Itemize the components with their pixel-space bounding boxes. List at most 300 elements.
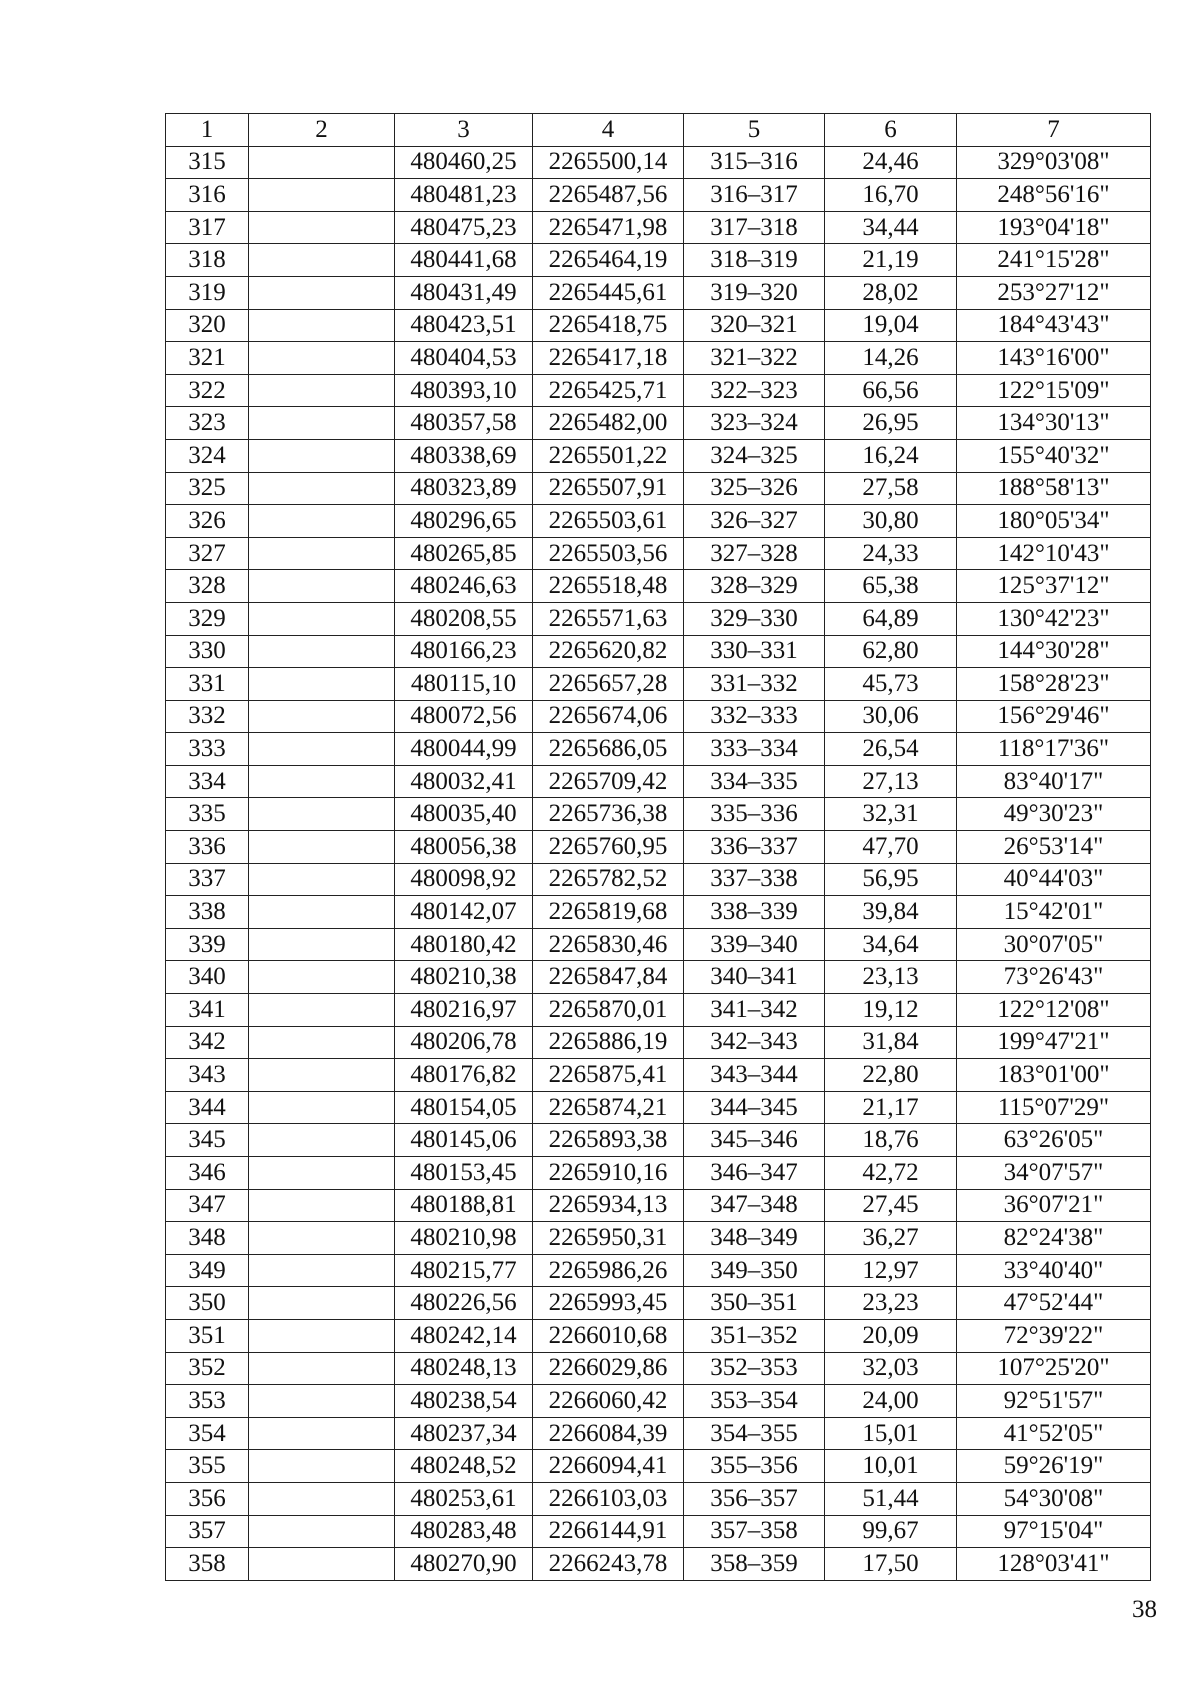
segment-cell: 338–339 — [684, 896, 825, 929]
segment-cell: 333–334 — [684, 733, 825, 766]
x-coordinate-cell: 480431,49 — [395, 276, 533, 309]
col2-cell — [249, 765, 395, 798]
point-number-cell: 333 — [166, 733, 249, 766]
y-coordinate-cell: 2265657,28 — [533, 668, 684, 701]
distance-cell: 28,02 — [825, 276, 957, 309]
segment-cell: 344–345 — [684, 1091, 825, 1124]
table-row — [166, 309, 1151, 342]
x-coordinate-cell: 480404,53 — [395, 342, 533, 375]
col2-cell — [249, 179, 395, 212]
bearing-cell: 47°52'44" — [957, 1287, 1151, 1320]
x-coordinate-cell: 480180,42 — [395, 928, 533, 961]
bearing-cell: 63°26'05" — [957, 1124, 1151, 1157]
y-coordinate-cell: 2265418,75 — [533, 309, 684, 342]
segment-cell: 354–355 — [684, 1417, 825, 1450]
point-number-cell: 345 — [166, 1124, 249, 1157]
y-coordinate-cell: 2265503,61 — [533, 505, 684, 538]
bearing-cell: 155°40'32" — [957, 439, 1151, 472]
segment-cell: 320–321 — [684, 309, 825, 342]
y-coordinate-cell: 2265487,56 — [533, 179, 684, 212]
bearing-cell: 107°25'20" — [957, 1352, 1151, 1385]
col2-cell — [249, 635, 395, 668]
point-number-cell: 330 — [166, 635, 249, 668]
segment-cell: 340–341 — [684, 961, 825, 994]
bearing-cell: 54°30'08" — [957, 1482, 1151, 1515]
point-number-cell: 357 — [166, 1515, 249, 1548]
y-coordinate-cell: 2265571,63 — [533, 602, 684, 635]
bearing-cell: 193°04'18" — [957, 211, 1151, 244]
distance-cell: 19,04 — [825, 309, 957, 342]
header-col-7: 7 — [957, 114, 1151, 147]
table-row — [166, 1352, 1151, 1385]
table-row — [166, 1319, 1151, 1352]
distance-cell: 17,50 — [825, 1548, 957, 1581]
x-coordinate-cell: 480153,45 — [395, 1157, 533, 1190]
point-number-cell: 337 — [166, 863, 249, 896]
bearing-cell: 156°29'46" — [957, 700, 1151, 733]
segment-cell: 346–347 — [684, 1157, 825, 1190]
bearing-cell: 142°10'43" — [957, 537, 1151, 570]
distance-cell: 36,27 — [825, 1222, 957, 1255]
distance-cell: 51,44 — [825, 1482, 957, 1515]
table-row — [166, 1254, 1151, 1287]
y-coordinate-cell: 2265425,71 — [533, 374, 684, 407]
x-coordinate-cell: 480115,10 — [395, 668, 533, 701]
y-coordinate-cell: 2265417,18 — [533, 342, 684, 375]
bearing-cell: 184°43'43" — [957, 309, 1151, 342]
table-row — [166, 928, 1151, 961]
point-number-cell: 324 — [166, 439, 249, 472]
y-coordinate-cell: 2265819,68 — [533, 896, 684, 929]
bearing-cell: 115°07'29" — [957, 1091, 1151, 1124]
col2-cell — [249, 668, 395, 701]
col2-cell — [249, 700, 395, 733]
table-row — [166, 472, 1151, 505]
segment-cell: 319–320 — [684, 276, 825, 309]
table-row — [166, 1157, 1151, 1190]
x-coordinate-cell: 480270,90 — [395, 1548, 533, 1581]
distance-cell: 16,24 — [825, 439, 957, 472]
col2-cell — [249, 570, 395, 603]
col2-cell — [249, 1189, 395, 1222]
col2-cell — [249, 1482, 395, 1515]
segment-cell: 356–357 — [684, 1482, 825, 1515]
point-number-cell: 329 — [166, 602, 249, 635]
table-row — [166, 1385, 1151, 1418]
x-coordinate-cell: 480215,77 — [395, 1254, 533, 1287]
col2-cell — [249, 1254, 395, 1287]
table-row — [166, 798, 1151, 831]
bearing-cell: 15°42'01" — [957, 896, 1151, 929]
bearing-cell: 83°40'17" — [957, 765, 1151, 798]
bearing-cell: 125°37'12" — [957, 570, 1151, 603]
y-coordinate-cell: 2265830,46 — [533, 928, 684, 961]
table-row — [166, 1124, 1151, 1157]
segment-cell: 322–323 — [684, 374, 825, 407]
col2-cell — [249, 472, 395, 505]
y-coordinate-cell: 2266084,39 — [533, 1417, 684, 1450]
table-row — [166, 244, 1151, 277]
distance-cell: 23,23 — [825, 1287, 957, 1320]
distance-cell: 21,17 — [825, 1091, 957, 1124]
col2-cell — [249, 1287, 395, 1320]
y-coordinate-cell: 2265875,41 — [533, 1059, 684, 1092]
segment-cell: 318–319 — [684, 244, 825, 277]
point-number-cell: 340 — [166, 961, 249, 994]
x-coordinate-cell: 480176,82 — [395, 1059, 533, 1092]
y-coordinate-cell: 2265950,31 — [533, 1222, 684, 1255]
distance-cell: 23,13 — [825, 961, 957, 994]
y-coordinate-cell: 2265993,45 — [533, 1287, 684, 1320]
x-coordinate-cell: 480226,56 — [395, 1287, 533, 1320]
distance-cell: 42,72 — [825, 1157, 957, 1190]
point-number-cell: 332 — [166, 700, 249, 733]
col2-cell — [249, 1157, 395, 1190]
table-row — [166, 505, 1151, 538]
table-row — [166, 1091, 1151, 1124]
bearing-cell: 33°40'40" — [957, 1254, 1151, 1287]
table-row — [166, 1059, 1151, 1092]
y-coordinate-cell: 2266103,03 — [533, 1482, 684, 1515]
point-number-cell: 346 — [166, 1157, 249, 1190]
table-row — [166, 1189, 1151, 1222]
col2-cell — [249, 863, 395, 896]
point-number-cell: 326 — [166, 505, 249, 538]
segment-cell: 349–350 — [684, 1254, 825, 1287]
bearing-cell: 73°26'43" — [957, 961, 1151, 994]
y-coordinate-cell: 2265503,56 — [533, 537, 684, 570]
point-number-cell: 348 — [166, 1222, 249, 1255]
table-row — [166, 537, 1151, 570]
table-row — [166, 374, 1151, 407]
bearing-cell: 41°52'05" — [957, 1417, 1151, 1450]
segment-cell: 352–353 — [684, 1352, 825, 1385]
distance-cell: 34,44 — [825, 211, 957, 244]
distance-cell: 27,13 — [825, 765, 957, 798]
segment-cell: 342–343 — [684, 1026, 825, 1059]
table-row — [166, 407, 1151, 440]
bearing-cell: 199°47'21" — [957, 1026, 1151, 1059]
distance-cell: 47,70 — [825, 831, 957, 864]
bearing-cell: 59°26'19" — [957, 1450, 1151, 1483]
x-coordinate-cell: 480056,38 — [395, 831, 533, 864]
point-number-cell: 356 — [166, 1482, 249, 1515]
header-col-2: 2 — [249, 114, 395, 147]
distance-cell: 45,73 — [825, 668, 957, 701]
y-coordinate-cell: 2265464,19 — [533, 244, 684, 277]
col2-cell — [249, 342, 395, 375]
segment-cell: 317–318 — [684, 211, 825, 244]
bearing-cell: 180°05'34" — [957, 505, 1151, 538]
point-number-cell: 334 — [166, 765, 249, 798]
x-coordinate-cell: 480248,13 — [395, 1352, 533, 1385]
segment-cell: 337–338 — [684, 863, 825, 896]
distance-cell: 39,84 — [825, 896, 957, 929]
point-number-cell: 339 — [166, 928, 249, 961]
segment-cell: 331–332 — [684, 668, 825, 701]
point-number-cell: 343 — [166, 1059, 249, 1092]
table-row — [166, 146, 1151, 179]
distance-cell: 27,45 — [825, 1189, 957, 1222]
distance-cell: 19,12 — [825, 994, 957, 1027]
col2-cell — [249, 1319, 395, 1352]
segment-cell: 335–336 — [684, 798, 825, 831]
bearing-cell: 34°07'57" — [957, 1157, 1151, 1190]
point-number-cell: 336 — [166, 831, 249, 864]
col2-cell — [249, 211, 395, 244]
point-number-cell: 328 — [166, 570, 249, 603]
point-number-cell: 350 — [166, 1287, 249, 1320]
y-coordinate-cell: 2265934,13 — [533, 1189, 684, 1222]
bearing-cell: 49°30'23" — [957, 798, 1151, 831]
coordinates-table-container — [165, 113, 1150, 1581]
point-number-cell: 353 — [166, 1385, 249, 1418]
distance-cell: 65,38 — [825, 570, 957, 603]
x-coordinate-cell: 480098,92 — [395, 863, 533, 896]
y-coordinate-cell: 2265507,91 — [533, 472, 684, 505]
col2-cell — [249, 1026, 395, 1059]
x-coordinate-cell: 480166,23 — [395, 635, 533, 668]
col2-cell — [249, 994, 395, 1027]
y-coordinate-cell: 2265986,26 — [533, 1254, 684, 1287]
col2-cell — [249, 1417, 395, 1450]
bearing-cell: 329°03'08" — [957, 146, 1151, 179]
point-number-cell: 338 — [166, 896, 249, 929]
y-coordinate-cell: 2265910,16 — [533, 1157, 684, 1190]
distance-cell: 31,84 — [825, 1026, 957, 1059]
table-row — [166, 342, 1151, 375]
y-coordinate-cell: 2265674,06 — [533, 700, 684, 733]
segment-cell: 328–329 — [684, 570, 825, 603]
point-number-cell: 352 — [166, 1352, 249, 1385]
distance-cell: 24,33 — [825, 537, 957, 570]
bearing-cell: 188°58'13" — [957, 472, 1151, 505]
bearing-cell: 36°07'21" — [957, 1189, 1151, 1222]
x-coordinate-cell: 480357,58 — [395, 407, 533, 440]
col2-cell — [249, 1548, 395, 1581]
col2-cell — [249, 1059, 395, 1092]
segment-cell: 332–333 — [684, 700, 825, 733]
col2-cell — [249, 1385, 395, 1418]
point-number-cell: 355 — [166, 1450, 249, 1483]
x-coordinate-cell: 480253,61 — [395, 1482, 533, 1515]
x-coordinate-cell: 480242,14 — [395, 1319, 533, 1352]
distance-cell: 14,26 — [825, 342, 957, 375]
table-row — [166, 276, 1151, 309]
distance-cell: 22,80 — [825, 1059, 957, 1092]
point-number-cell: 323 — [166, 407, 249, 440]
segment-cell: 336–337 — [684, 831, 825, 864]
y-coordinate-cell: 2266144,91 — [533, 1515, 684, 1548]
x-coordinate-cell: 480248,52 — [395, 1450, 533, 1483]
table-body — [166, 146, 1151, 1580]
x-coordinate-cell: 480035,40 — [395, 798, 533, 831]
distance-cell: 18,76 — [825, 1124, 957, 1157]
segment-cell: 358–359 — [684, 1548, 825, 1581]
table-row — [166, 179, 1151, 212]
point-number-cell: 335 — [166, 798, 249, 831]
segment-cell: 334–335 — [684, 765, 825, 798]
y-coordinate-cell: 2265620,82 — [533, 635, 684, 668]
point-number-cell: 342 — [166, 1026, 249, 1059]
distance-cell: 99,67 — [825, 1515, 957, 1548]
x-coordinate-cell: 480323,89 — [395, 472, 533, 505]
distance-cell: 34,64 — [825, 928, 957, 961]
segment-cell: 323–324 — [684, 407, 825, 440]
x-coordinate-cell: 480460,25 — [395, 146, 533, 179]
bearing-cell: 30°07'05" — [957, 928, 1151, 961]
segment-cell: 315–316 — [684, 146, 825, 179]
x-coordinate-cell: 480145,06 — [395, 1124, 533, 1157]
table-row — [166, 570, 1151, 603]
table-row — [166, 602, 1151, 635]
x-coordinate-cell: 480246,63 — [395, 570, 533, 603]
segment-cell: 324–325 — [684, 439, 825, 472]
table-row — [166, 994, 1151, 1027]
table-row — [166, 700, 1151, 733]
col2-cell — [249, 276, 395, 309]
table-row — [166, 896, 1151, 929]
segment-cell: 353–354 — [684, 1385, 825, 1418]
col2-cell — [249, 602, 395, 635]
header-col-4: 4 — [533, 114, 684, 147]
table-header-row — [166, 114, 1151, 147]
table-row — [166, 668, 1151, 701]
col2-cell — [249, 146, 395, 179]
col2-cell — [249, 831, 395, 864]
col2-cell — [249, 1124, 395, 1157]
point-number-cell: 351 — [166, 1319, 249, 1352]
col2-cell — [249, 407, 395, 440]
x-coordinate-cell: 480154,05 — [395, 1091, 533, 1124]
col2-cell — [249, 733, 395, 766]
distance-cell: 30,06 — [825, 700, 957, 733]
table-row — [166, 733, 1151, 766]
y-coordinate-cell: 2265482,00 — [533, 407, 684, 440]
y-coordinate-cell: 2265893,38 — [533, 1124, 684, 1157]
segment-cell: 355–356 — [684, 1450, 825, 1483]
segment-cell: 350–351 — [684, 1287, 825, 1320]
y-coordinate-cell: 2265686,05 — [533, 733, 684, 766]
table-row — [166, 1026, 1151, 1059]
distance-cell: 15,01 — [825, 1417, 957, 1450]
distance-cell: 21,19 — [825, 244, 957, 277]
x-coordinate-cell: 480210,38 — [395, 961, 533, 994]
point-number-cell: 321 — [166, 342, 249, 375]
segment-cell: 339–340 — [684, 928, 825, 961]
bearing-cell: 97°15'04" — [957, 1515, 1151, 1548]
segment-cell: 351–352 — [684, 1319, 825, 1352]
y-coordinate-cell: 2265445,61 — [533, 276, 684, 309]
table-row — [166, 1548, 1151, 1581]
point-number-cell: 325 — [166, 472, 249, 505]
x-coordinate-cell: 480142,07 — [395, 896, 533, 929]
point-number-cell: 320 — [166, 309, 249, 342]
y-coordinate-cell: 2265500,14 — [533, 146, 684, 179]
distance-cell: 20,09 — [825, 1319, 957, 1352]
distance-cell: 10,01 — [825, 1450, 957, 1483]
segment-cell: 330–331 — [684, 635, 825, 668]
bearing-cell: 130°42'23" — [957, 602, 1151, 635]
table-row — [166, 765, 1151, 798]
y-coordinate-cell: 2266094,41 — [533, 1450, 684, 1483]
distance-cell: 64,89 — [825, 602, 957, 635]
point-number-cell: 347 — [166, 1189, 249, 1222]
table-row — [166, 439, 1151, 472]
page-number: 38 — [1132, 1596, 1157, 1623]
table-row — [166, 1287, 1151, 1320]
bearing-cell: 134°30'13" — [957, 407, 1151, 440]
coordinates-table — [165, 113, 1151, 1581]
col2-cell — [249, 928, 395, 961]
x-coordinate-cell: 480481,23 — [395, 179, 533, 212]
segment-cell: 347–348 — [684, 1189, 825, 1222]
header-col-1: 1 — [166, 114, 249, 147]
y-coordinate-cell: 2265874,21 — [533, 1091, 684, 1124]
bearing-cell: 40°44'03" — [957, 863, 1151, 896]
distance-cell: 26,54 — [825, 733, 957, 766]
point-number-cell: 317 — [166, 211, 249, 244]
bearing-cell: 72°39'22" — [957, 1319, 1151, 1352]
distance-cell: 16,70 — [825, 179, 957, 212]
bearing-cell: 248°56'16" — [957, 179, 1151, 212]
col2-cell — [249, 798, 395, 831]
col2-cell — [249, 1515, 395, 1548]
col2-cell — [249, 505, 395, 538]
bearing-cell: 143°16'00" — [957, 342, 1151, 375]
segment-cell: 325–326 — [684, 472, 825, 505]
segment-cell: 329–330 — [684, 602, 825, 635]
table-row — [166, 1222, 1151, 1255]
distance-cell: 24,46 — [825, 146, 957, 179]
col2-cell — [249, 896, 395, 929]
y-coordinate-cell: 2266010,68 — [533, 1319, 684, 1352]
y-coordinate-cell: 2266243,78 — [533, 1548, 684, 1581]
point-number-cell: 316 — [166, 179, 249, 212]
table-row — [166, 1482, 1151, 1515]
x-coordinate-cell: 480216,97 — [395, 994, 533, 1027]
table-row — [166, 831, 1151, 864]
x-coordinate-cell: 480296,65 — [395, 505, 533, 538]
table-row — [166, 1450, 1151, 1483]
col2-cell — [249, 1450, 395, 1483]
point-number-cell: 341 — [166, 994, 249, 1027]
y-coordinate-cell: 2265471,98 — [533, 211, 684, 244]
distance-cell: 32,03 — [825, 1352, 957, 1385]
x-coordinate-cell: 480072,56 — [395, 700, 533, 733]
y-coordinate-cell: 2265709,42 — [533, 765, 684, 798]
distance-cell: 62,80 — [825, 635, 957, 668]
point-number-cell: 354 — [166, 1417, 249, 1450]
bearing-cell: 118°17'36" — [957, 733, 1151, 766]
x-coordinate-cell: 480475,23 — [395, 211, 533, 244]
segment-cell: 321–322 — [684, 342, 825, 375]
x-coordinate-cell: 480044,99 — [395, 733, 533, 766]
x-coordinate-cell: 480265,85 — [395, 537, 533, 570]
segment-cell: 327–328 — [684, 537, 825, 570]
point-number-cell: 319 — [166, 276, 249, 309]
y-coordinate-cell: 2266060,42 — [533, 1385, 684, 1418]
bearing-cell: 82°24'38" — [957, 1222, 1151, 1255]
segment-cell: 341–342 — [684, 994, 825, 1027]
segment-cell: 326–327 — [684, 505, 825, 538]
segment-cell: 345–346 — [684, 1124, 825, 1157]
segment-cell: 343–344 — [684, 1059, 825, 1092]
col2-cell — [249, 244, 395, 277]
header-col-6: 6 — [825, 114, 957, 147]
point-number-cell: 331 — [166, 668, 249, 701]
point-number-cell: 349 — [166, 1254, 249, 1287]
